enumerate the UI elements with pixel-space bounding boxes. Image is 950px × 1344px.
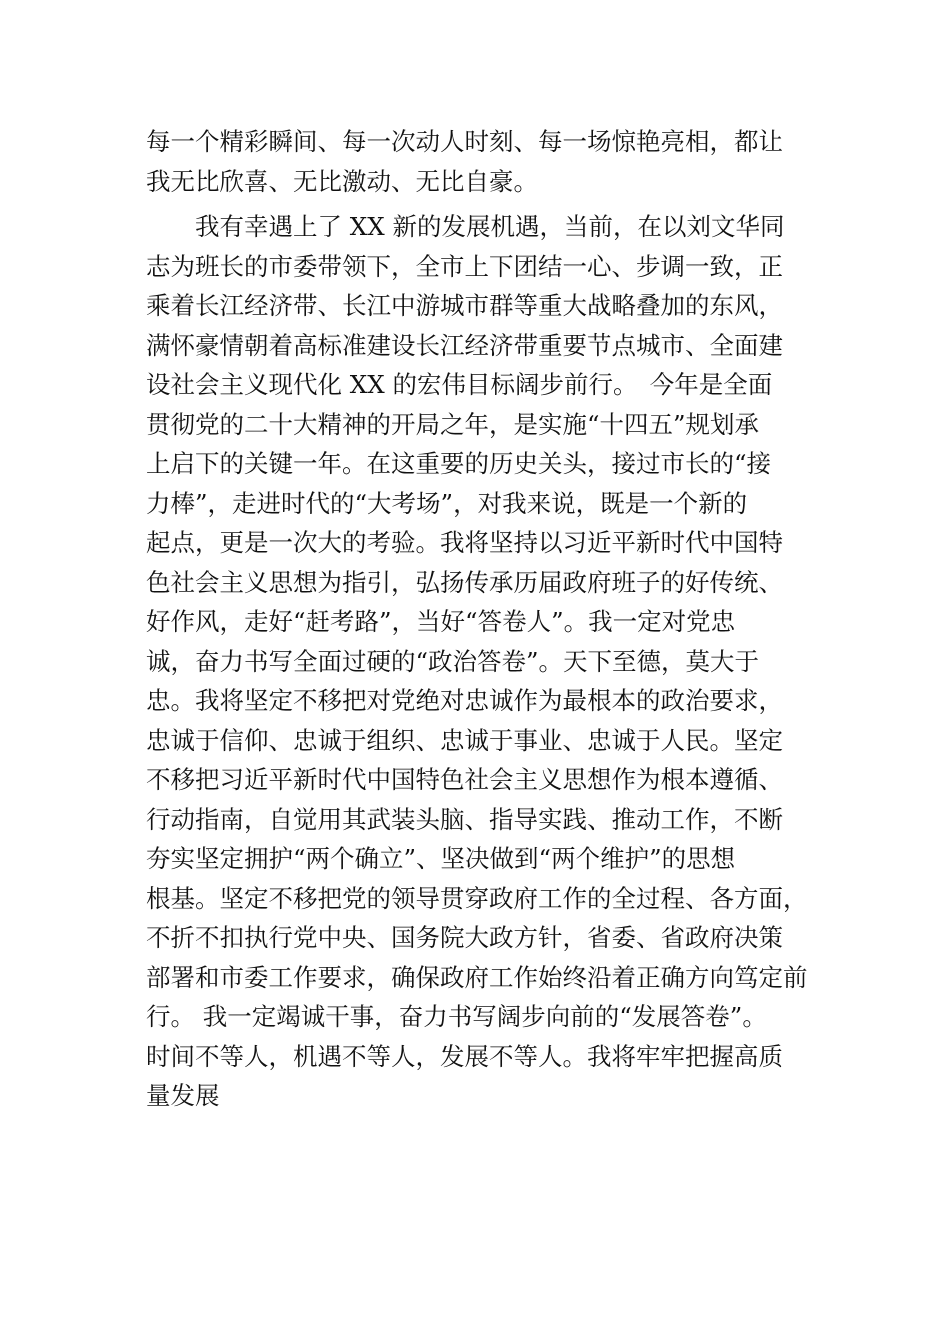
text-line: 夯实坚定拥护“两个确立”、坚决做到“两个维护”的思想 xyxy=(146,844,736,873)
text-line: 乘着长江经济带、长江中游城市群等重大战略叠加的东风， xyxy=(146,291,783,320)
text-line: 部署和市委工作要求，确保政府工作始终沿着正确方向笃定前 xyxy=(146,962,808,992)
text-line: 好作风，走好“赶考路”，当好“答卷人”。我一定对党忠 xyxy=(146,607,736,636)
text-line: 力棒”，走进时代的“大考场”，对我来说，既是一个新的 xyxy=(146,488,748,518)
text-line: 我有幸遇上了 XX 新的发展机遇，当前，在以刘文华同 xyxy=(146,212,785,241)
text-line: 满怀豪情朝着高标准建设长江经济带重要节点城市、全面建 xyxy=(146,330,783,360)
text-line: 行。 我一定竭诚干事，奋力书写阔步向前的“发展答卷”。 xyxy=(146,1002,767,1031)
text-line: 志为班长的市委带领下，全市上下团结一心、步调一致，正 xyxy=(146,251,783,281)
text-line: 忠诚于信仰、忠诚于组织、忠诚于事业、忠诚于人民。坚定 xyxy=(146,725,783,755)
text-line: 不移把习近平新时代中国特色社会主义思想作为根本遵循、 xyxy=(146,765,783,794)
text-line: 色社会主义思想为指引，弘扬传承历届政府班子的好传统、 xyxy=(146,567,783,597)
text-line: 每一个精彩瞬间、每一次动人时刻、每一场惊艳亮相，都让 xyxy=(146,127,783,156)
text-line: 起点，更是一次大的考验。我将坚持以习近平新时代中国特 xyxy=(146,528,783,557)
text-line: 诚，奋力书写全面过硬的“政治答卷”。天下至德，莫大于 xyxy=(146,646,760,676)
text-line: 量发展 xyxy=(146,1081,220,1110)
text-line: 不折不扣执行党中央、国务院大政方针，省委、省政府决策 xyxy=(146,923,783,952)
text-line: 贯彻党的二十大精神的开局之年，是实施“十四五”规划承 xyxy=(146,409,760,439)
text-line: 设社会主义现代化 XX 的宏伟目标阔步前行。 今年是全面 xyxy=(146,370,773,399)
text-line: 上启下的关键一年。在这重要的历史关头，接过市长的“接 xyxy=(146,449,772,478)
text-line: 根基。坚定不移把党的领导贯穿政府工作的全过程、各方面， xyxy=(146,883,808,913)
text-line: 我无比欣喜、无比激动、无比自豪。 xyxy=(146,166,538,196)
text-line: 时间不等人，机遇不等人，发展不等人。我将牢牢把握高质 xyxy=(146,1041,783,1071)
body-text xyxy=(146,122,836,1116)
text-line: 忠。我将坚定不移把对党绝对忠诚作为最根本的政治要求， xyxy=(146,686,783,715)
text-line: 行动指南，自觉用其武装头脑、指导实践、推动工作，不断 xyxy=(146,804,783,834)
